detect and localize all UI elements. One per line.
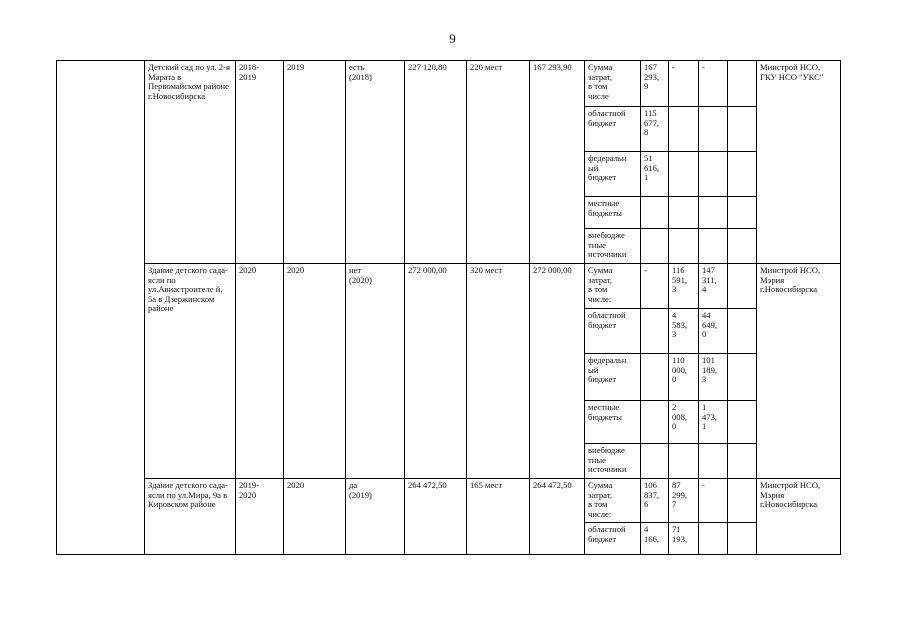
amount-cell: 44 649, 0: [699, 309, 728, 354]
estimated-cost-cell: 227 120,80: [405, 61, 467, 264]
design-docs-cell: есть (2018): [346, 61, 405, 264]
executor-cell: Минстрой НСО, Мэрия г.Новосибирска: [757, 264, 841, 479]
funding-label-cell: федеральн ый бюджет: [585, 354, 641, 401]
amount-cell: -: [699, 479, 728, 523]
amount-cell: [728, 152, 757, 197]
amount-cell: [641, 309, 669, 354]
amount-cell: [699, 152, 728, 197]
funding-label-cell: областной бюджет: [585, 309, 641, 354]
amount-cell: 147 311, 4: [699, 264, 728, 309]
table-row: [57, 61, 841, 107]
funding-label-cell: Сумма затрат, в том числе:: [585, 479, 641, 523]
amount-cell: 167 293, 9: [641, 61, 669, 107]
funding-label-cell: Сумма затрат, в том числе: [585, 61, 641, 107]
total-cost-cell: 167 293,90: [530, 61, 585, 264]
funding-label-cell: внебюдже тные источники: [585, 229, 641, 264]
amount-cell: [728, 523, 757, 555]
total-cost-cell: 272 000,00: [530, 264, 585, 479]
amount-cell: [728, 229, 757, 264]
funding-label-cell: областной бюджет: [585, 107, 641, 152]
amount-cell: [728, 444, 757, 479]
estimated-cost-cell: 272 000,00: [405, 264, 467, 479]
design-docs-cell: да (2019): [346, 479, 405, 555]
object-name-cell: Детский сад по ул. 2-я Марата в Первомайском районе г.Новосибирска: [145, 61, 236, 264]
page-number: 9: [449, 31, 456, 46]
amount-cell: 51 616, 1: [641, 152, 669, 197]
table-row: [57, 479, 841, 523]
amount-cell: [641, 229, 669, 264]
object-name-cell: Здание детского сада-ясли по ул.Авиастроителе й, 5а в Дзержинском районе: [145, 264, 236, 479]
amount-cell: 110 000, 0: [669, 354, 699, 401]
amount-cell: [669, 152, 699, 197]
total-cost-cell: 264 472,50: [530, 479, 585, 555]
table-row: [57, 264, 841, 309]
amount-cell: [669, 444, 699, 479]
amount-cell: [669, 107, 699, 152]
amount-cell: 2 008, 0: [669, 401, 699, 444]
period-cell: 2019- 2020: [236, 479, 284, 555]
amount-cell: 4 583, 3: [669, 309, 699, 354]
funding-label-cell: Сумма затрат, в том числе:: [585, 264, 641, 309]
funding-label-cell: федеральн ый бюджет: [585, 152, 641, 197]
executor-cell: Минстрой НСО, ГКУ НСО "УКС": [757, 61, 841, 264]
amount-cell: [699, 523, 728, 555]
amount-cell: -: [699, 61, 728, 107]
amount-cell: [699, 107, 728, 152]
executor-cell: Минстрой НСО, Мэрия г.Новосибирска: [757, 479, 841, 555]
amount-cell: [641, 197, 669, 229]
commission-year-cell: 2020: [284, 479, 346, 555]
period-cell: 2020: [236, 264, 284, 479]
amount-cell: 1 473, 1: [699, 401, 728, 444]
funding-label-cell: внебюдже тные источники: [585, 444, 641, 479]
commission-year-cell: 2020: [284, 264, 346, 479]
amount-cell: 101 189, 3: [699, 354, 728, 401]
row-number-cell: [57, 61, 145, 555]
capacity-cell: 320 мест: [467, 264, 530, 479]
amount-cell: 106 837, 6: [641, 479, 669, 523]
amount-cell: [728, 479, 757, 523]
amount-cell: [699, 444, 728, 479]
amount-cell: [699, 197, 728, 229]
capacity-cell: 165 мест: [467, 479, 530, 555]
amount-cell: [728, 401, 757, 444]
amount-cell: [641, 444, 669, 479]
amount-cell: 115 677, 8: [641, 107, 669, 152]
amount-cell: [669, 197, 699, 229]
funding-label-cell: областной бюджет: [585, 523, 641, 555]
amount-cell: -: [669, 61, 699, 107]
amount-cell: [728, 107, 757, 152]
amount-cell: 4 166,: [641, 523, 669, 555]
period-cell: 2018- 2019: [236, 61, 284, 264]
amount-cell: -: [641, 264, 669, 309]
estimated-cost-cell: 264 472,50: [405, 479, 467, 555]
amount-cell: [669, 229, 699, 264]
amount-cell: [728, 197, 757, 229]
amount-cell: [728, 61, 757, 107]
capacity-cell: 220 мест: [467, 61, 530, 264]
amount-cell: [728, 309, 757, 354]
amount-cell: [728, 264, 757, 309]
object-name-cell: Здание детского сада-ясли по ул.Мира, 9а в Кировском районе: [145, 479, 236, 555]
amount-cell: 116 591, 3: [669, 264, 699, 309]
commission-year-cell: 2019: [284, 61, 346, 264]
design-docs-cell: нет (2020): [346, 264, 405, 479]
amount-cell: [699, 229, 728, 264]
funding-label-cell: местные бюджеты: [585, 401, 641, 444]
amount-cell: [641, 354, 669, 401]
funding-label-cell: местные бюджеты: [585, 197, 641, 229]
amount-cell: 71 193,: [669, 523, 699, 555]
amount-cell: 87 299, 7: [669, 479, 699, 523]
construction-program-table: [56, 60, 841, 555]
amount-cell: [641, 401, 669, 444]
amount-cell: [728, 354, 757, 401]
